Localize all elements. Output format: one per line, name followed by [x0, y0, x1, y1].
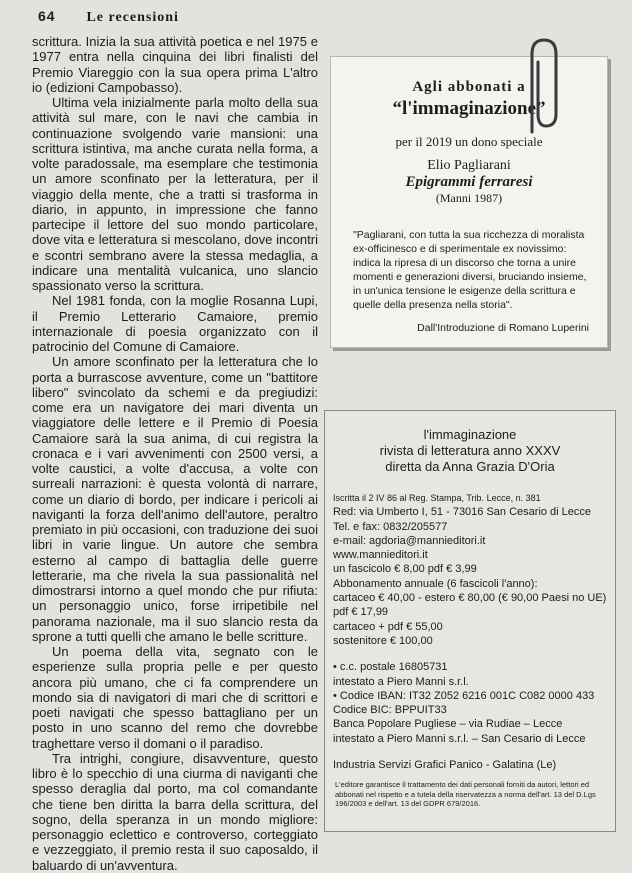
email-line: e-mail: agdoria@mannieditori.it: [333, 534, 486, 547]
article-paragraph: Ultima vela inizialmente parla molto della sua attività sul mare, con le navi che cambia in continuazione svolgendo varie mansioni: una scrittura istintiva, ma anche curata nella forma, a volte paradossale, ma esemplare che testimonia un amore sconfinato per la letteratura, per il viaggio della mente, che a tratti si trasforma in diario, in appunto, in impressione che fanno partecipe il lettore del suo mondo particolare, dove vita e letteratura si mescolano, dove incontri e scontri sembrano avere la stessa medaglia, a indicare una mentalità vulcanica, uno slancio spassionato verso la scrittura.: [32, 95, 318, 293]
article-paragraph: Un poema della vita, segnato con le esperienze sulla propria pelle e per questo ancora più umano, che ci fa comprendere un mondo sia di navigatori di mari che di scrittori e poeti navigati che spesso battagliano per un posto in uno scanno del remo che dovrebbe traghettare verso il domani o il paradiso.: [32, 644, 318, 751]
bank-line: Banca Popolare Pugliese – via Rudiae – Lecce: [333, 718, 563, 731]
registration-line: Iscritta il 2 IV 86 al Reg. Stampa, Trib. Lecce, n. 381: [333, 493, 541, 503]
magazine-description: rivista di letteratura anno XXXV: [379, 443, 561, 458]
subscriber-gift-box: [330, 56, 608, 348]
promo-author: Elio Pagliarani: [427, 158, 511, 173]
iban-line: • Codice IBAN: IT32 Z052 6216 001C C082 0000 433: [333, 689, 595, 702]
bank-holder: intestato a Piero Manni s.r.l. – San Cesario di Lecce: [333, 732, 586, 745]
magazine-name: l'immaginazione: [423, 427, 517, 442]
bic-line: Codice BIC: BPPUIT33: [333, 704, 447, 717]
page-header: [38, 8, 179, 26]
address-line: Red: via Umberto I, 51 - 73016 San Cesario di Lecce: [333, 506, 592, 519]
article-paragraph: Tra intrighi, congiure, disavventure, questo libro è lo specchio di una ciurma di naviganti che spesso deraglia dal porto, ma col comandante che tiene ben diritta la barra della scrittura, del sogno, della speranza in un mondo migliore: personaggio eclettico e controverso, corteggiato e vezzeggiato, il premio resta il suo caposaldo, il baluardo di un'avventura.: [32, 750, 318, 873]
promo-subtitle: per il 2019 un dono speciale: [395, 134, 543, 149]
article-paragraph: scrittura. Inizia la sua attività poetica e nel 1975 e 1977 entra nella cinquina dei libri finalisti del Premio Viareggio con la sua opera prima L'altro io (edizioni Campobasso).: [32, 34, 318, 95]
single-issue-price: un fascicolo € 8,00 pdf € 3,99: [333, 563, 477, 576]
paperclip-icon: [518, 36, 564, 136]
article-paragraph: Un amore sconfinato per la letteratura che lo porta a burrascose avventure, come un "battitore libero" svincolato da schemi e da pregiudizi: come era un navigatore dei mari diventa un viaggiatore delle lettere e il Premio di Poesia Camaiore sarà la sua anima, di cui registra la cronaca e i vari avvenimenti con 2500 versi, a volte caustici, a volte d'accusa, a volte con surreali narrazioni: è questa volontà di narrare, come un diario di bordo, per indicare i pericoli ai naviganti la forza dell'animo dell'autore, peraltro premiato in più occasioni, con traduzione dei suoi libri in varie lingue. Un autore che sembra esterno al campo di battaglia delle guerre letterarie, ma che rivela la sua passionalità nel dimostrarsi intorno a quel mondo che pur rifiuta: un personaggio unico, forse irripetibile nel panorama nazionale, ma il suo slancio resta da sprone a tutti quelli che amano le belle scritture.: [32, 354, 318, 644]
article-column: [32, 34, 318, 873]
promo-book-title: Epigrammi ferraresi: [405, 174, 533, 190]
magazine-info-box: [324, 410, 616, 832]
magazine-details: [333, 491, 607, 772]
privacy-notice: L'editore garantisce il trattamento dei dati personali forniti da autori, lettori ed abbonati nel rispetto e a tutela della riservatezza a norma dell'art. 13 del D.Lgs 196/2003 e dell'art. 13 del GDPR 679/2016.: [335, 780, 596, 809]
promo-publisher: (Manni 1987): [435, 191, 503, 205]
promo-heading: Agli abbonati a: [412, 79, 526, 95]
page-number: 64: [38, 8, 56, 24]
article-paragraph: Nel 1981 fonda, con la moglie Rosanna Lupi, il Premio Letterario Camaiore, premio internazionale di poesia organizzato con il patrocinio del Comune di Camaiore.: [32, 293, 318, 354]
printer-line: Industria Servizi Grafici Panico - Galatina (Le): [333, 759, 557, 772]
promo-credit: Dall'Introduzione di Romano Luperini: [417, 322, 589, 334]
website-line: www.mannieditori.it: [333, 549, 428, 562]
section-title: Le recensioni: [86, 10, 179, 25]
phone-line: Tel. e fax: 0832/205577: [333, 520, 448, 533]
combo-price: cartaceo + pdf € 55,00: [333, 620, 443, 633]
paper-price: cartaceo € 40,00 - estero € 80,00 (€ 90,00 Paesi no UE): [333, 592, 607, 605]
subscription-line: Abbonamento annuale (6 fascicoli l'anno):: [333, 577, 538, 590]
postal-account: • c.c. postale 16805731: [333, 661, 448, 674]
magazine-editor: diretta da Anna Grazia D'Oria: [385, 459, 555, 474]
supporter-price: sostenitore € 100,00: [333, 634, 433, 647]
pdf-price: pdf € 17,99: [333, 606, 389, 619]
promo-quote: "Pagliarani, con tutta la sua ricchezza di moralista ex-officinesco e di sperimentale ex novissimo: indica la ripresa di un discorso che torna a unire momenti e generazioni diversi, bruciando insieme, in un'unica tensione le esigenze della scrittura e quelle della presenza nella storia".: [353, 229, 587, 311]
magazine-masthead: [325, 427, 615, 475]
postal-holder: intestato a Piero Manni s.r.l.: [333, 675, 469, 688]
promo-magazine-name: “l'immaginazione”: [392, 98, 546, 119]
